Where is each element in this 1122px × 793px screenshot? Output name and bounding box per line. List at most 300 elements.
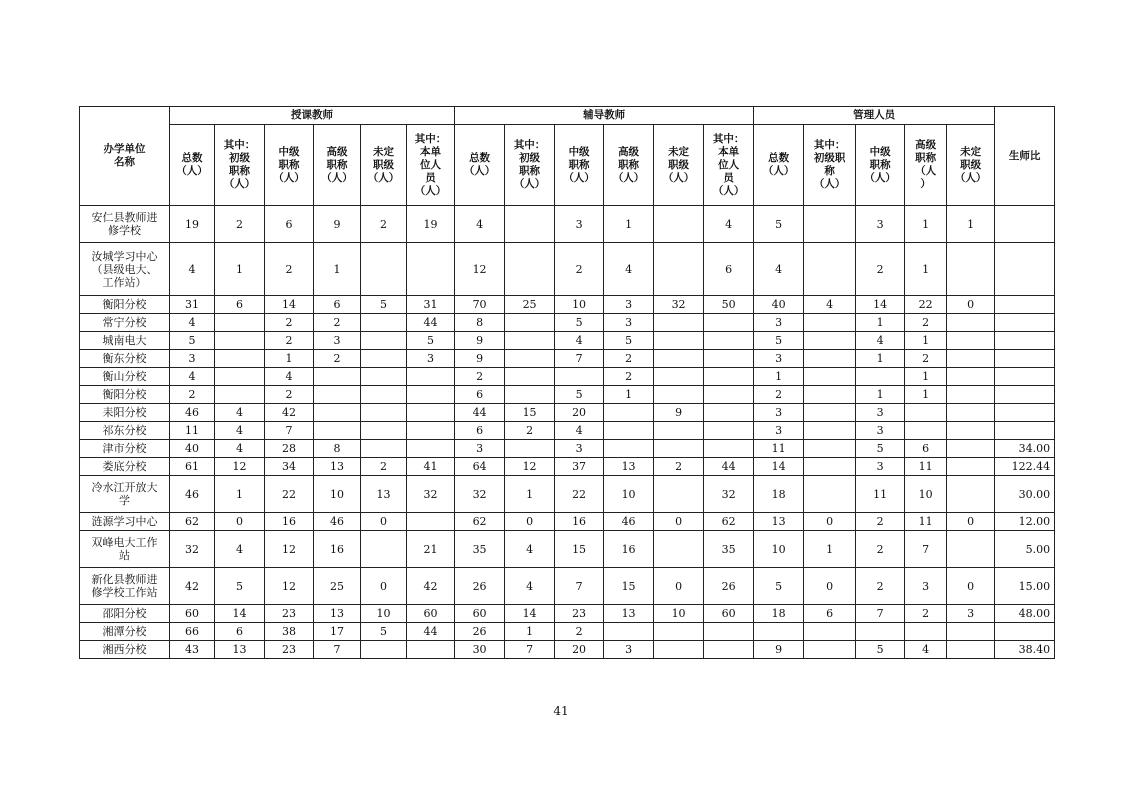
value-cell [654,314,704,332]
value-cell [505,368,555,386]
value-cell: 11 [170,422,215,440]
unit-name-cell: 津市分校 [80,440,170,458]
value-cell: 2 [856,513,905,531]
value-cell: 12 [455,243,505,296]
value-cell [704,404,754,422]
value-cell: 4 [215,422,265,440]
value-cell [505,332,555,350]
unit-name-cell: 湘西分校 [80,641,170,659]
header-admin-col-0: 总数 （人） [754,125,804,206]
value-cell [704,623,754,641]
value-cell [654,243,704,296]
value-cell [654,440,704,458]
value-cell [215,368,265,386]
value-cell [604,623,654,641]
value-cell: 5 [856,440,905,458]
value-cell: 23 [265,641,314,659]
value-cell: 16 [604,531,654,568]
value-cell: 66 [170,623,215,641]
value-cell [215,386,265,404]
value-cell [804,476,856,513]
value-cell: 15 [604,568,654,605]
ratio-cell: 12.00 [995,513,1055,531]
table-row [80,243,1055,296]
value-cell: 2 [505,422,555,440]
value-cell: 11 [905,458,947,476]
value-cell: 3 [947,605,995,623]
value-cell: 3 [754,350,804,368]
ratio-cell: 30.00 [995,476,1055,513]
value-cell: 16 [314,531,361,568]
value-cell: 2 [265,314,314,332]
value-cell [905,404,947,422]
value-cell: 4 [555,422,604,440]
header-tutor-col-5: 其中： 本单 位人 员 （人） [704,125,754,206]
table-row [80,386,1055,404]
value-cell: 1 [314,243,361,296]
value-cell: 0 [804,568,856,605]
value-cell [361,314,407,332]
value-cell: 26 [455,568,505,605]
value-cell: 6 [215,623,265,641]
value-cell: 35 [455,531,505,568]
value-cell: 5 [754,332,804,350]
header-teaching-col-0: 总数 （人） [170,125,215,206]
value-cell: 5 [555,386,604,404]
value-cell [654,368,704,386]
value-cell: 4 [170,314,215,332]
value-cell [654,623,704,641]
value-cell [947,332,995,350]
value-cell: 9 [654,404,704,422]
table-row [80,458,1055,476]
unit-name-cell: 冷水江开放大 学 [80,476,170,513]
value-cell: 5 [754,206,804,243]
value-cell: 31 [170,296,215,314]
value-cell: 16 [265,513,314,531]
value-cell [505,440,555,458]
value-cell: 21 [407,531,455,568]
table-row [80,513,1055,531]
value-cell: 2 [856,531,905,568]
value-cell: 6 [455,386,505,404]
table-row [80,368,1055,386]
unit-name-cell: 安仁县教师进 修学校 [80,206,170,243]
value-cell: 8 [455,314,505,332]
value-cell: 31 [407,296,455,314]
value-cell: 13 [604,458,654,476]
table-row [80,641,1055,659]
ratio-cell: 48.00 [995,605,1055,623]
value-cell: 42 [407,568,455,605]
header-group-teaching: 授课教师 [170,107,455,125]
value-cell [505,314,555,332]
value-cell: 2 [905,605,947,623]
value-cell: 2 [265,332,314,350]
value-cell: 2 [905,350,947,368]
table-row [80,296,1055,314]
value-cell: 1 [856,386,905,404]
value-cell [555,368,604,386]
value-cell: 2 [905,314,947,332]
value-cell: 2 [455,368,505,386]
value-cell [704,440,754,458]
value-cell: 25 [505,296,555,314]
header-teaching-col-2: 中级 职称 （人） [265,125,314,206]
value-cell: 2 [361,458,407,476]
unit-name-cell: 衡阳分校 [80,296,170,314]
table-row [80,440,1055,458]
value-cell [407,386,455,404]
unit-name-cell: 新化县教师进 修学校工作站 [80,568,170,605]
value-cell: 14 [505,605,555,623]
value-cell: 1 [905,206,947,243]
ratio-cell [995,332,1055,350]
value-cell: 9 [314,206,361,243]
header-teaching-col-1: 其中： 初级 职称 （人） [215,125,265,206]
value-cell: 1 [804,531,856,568]
value-cell: 13 [215,641,265,659]
value-cell: 0 [654,513,704,531]
value-cell [804,368,856,386]
value-cell [407,422,455,440]
value-cell: 9 [455,350,505,368]
value-cell [407,440,455,458]
value-cell [804,206,856,243]
value-cell: 37 [555,458,604,476]
value-cell [654,476,704,513]
value-cell [704,641,754,659]
value-cell: 10 [905,476,947,513]
value-cell [947,476,995,513]
value-cell: 7 [505,641,555,659]
value-cell [947,368,995,386]
value-cell: 3 [856,404,905,422]
value-cell [804,314,856,332]
ratio-cell [995,243,1055,296]
value-cell: 62 [455,513,505,531]
ratio-cell [995,296,1055,314]
value-cell [314,368,361,386]
value-cell [654,641,704,659]
value-cell: 2 [215,206,265,243]
header-tutor-col-0: 总数 （人） [455,125,505,206]
ratio-cell [995,206,1055,243]
value-cell: 7 [856,605,905,623]
value-cell: 4 [856,332,905,350]
unit-name-cell: 城南电大 [80,332,170,350]
value-cell: 60 [704,605,754,623]
value-cell: 46 [314,513,361,531]
value-cell: 4 [215,440,265,458]
ratio-cell [995,314,1055,332]
ratio-cell: 122.44 [995,458,1055,476]
table-row [80,476,1055,513]
value-cell: 38 [265,623,314,641]
value-cell: 12 [265,568,314,605]
value-cell: 5 [856,641,905,659]
value-cell [314,386,361,404]
value-cell: 3 [754,314,804,332]
value-cell: 44 [407,623,455,641]
value-cell: 23 [265,605,314,623]
value-cell: 41 [407,458,455,476]
value-cell: 1 [215,243,265,296]
value-cell: 5 [170,332,215,350]
unit-name-cell: 祁东分校 [80,422,170,440]
value-cell: 2 [555,243,604,296]
value-cell: 13 [754,513,804,531]
value-cell: 3 [905,568,947,605]
value-cell: 2 [314,314,361,332]
value-cell: 60 [407,605,455,623]
value-cell [947,350,995,368]
header-tutor-col-1: 其中： 初级 职称 （人） [505,125,555,206]
value-cell [407,641,455,659]
header-teaching-col-5: 其中： 本单 位人 员 （人） [407,125,455,206]
value-cell: 0 [361,568,407,605]
value-cell [505,386,555,404]
value-cell [505,206,555,243]
unit-name-cell: 耒阳分校 [80,404,170,422]
value-cell: 3 [604,296,654,314]
value-cell: 3 [856,206,905,243]
value-cell: 4 [604,243,654,296]
value-cell: 12 [265,531,314,568]
value-cell: 22 [555,476,604,513]
value-cell: 12 [215,458,265,476]
value-cell: 0 [947,296,995,314]
header-group-admin: 管理人员 [754,107,995,125]
value-cell [905,623,947,641]
unit-name-cell: 衡东分校 [80,350,170,368]
unit-name-cell: 衡山分校 [80,368,170,386]
value-cell [361,243,407,296]
value-cell: 20 [555,404,604,422]
value-cell: 1 [856,314,905,332]
value-cell: 7 [555,568,604,605]
unit-name-cell: 湘潭分校 [80,623,170,641]
value-cell: 44 [455,404,505,422]
unit-name-cell: 邵阳分校 [80,605,170,623]
value-cell: 19 [170,206,215,243]
value-cell: 4 [170,243,215,296]
value-cell [947,422,995,440]
value-cell: 4 [754,243,804,296]
value-cell [654,422,704,440]
value-cell [947,314,995,332]
value-cell: 18 [754,476,804,513]
value-cell [947,531,995,568]
value-cell: 34 [265,458,314,476]
value-cell [947,243,995,296]
value-cell [407,243,455,296]
value-cell: 62 [704,513,754,531]
value-cell [804,623,856,641]
value-cell: 0 [215,513,265,531]
value-cell [215,314,265,332]
value-cell: 4 [455,206,505,243]
value-cell [804,386,856,404]
value-cell [804,350,856,368]
value-cell: 3 [856,422,905,440]
value-cell [947,386,995,404]
value-cell [604,440,654,458]
value-cell [804,332,856,350]
ratio-cell: 34.00 [995,440,1055,458]
value-cell: 10 [604,476,654,513]
value-cell [905,422,947,440]
ratio-cell [995,422,1055,440]
value-cell: 3 [407,350,455,368]
value-cell: 25 [314,568,361,605]
value-cell: 2 [604,350,654,368]
value-cell: 1 [604,386,654,404]
value-cell: 19 [407,206,455,243]
value-cell: 4 [505,531,555,568]
value-cell: 3 [604,641,654,659]
value-cell: 6 [905,440,947,458]
value-cell: 1 [947,206,995,243]
value-cell: 17 [314,623,361,641]
value-cell: 3 [555,440,604,458]
value-cell: 11 [905,513,947,531]
value-cell [704,386,754,404]
value-cell: 1 [505,623,555,641]
value-cell: 14 [856,296,905,314]
value-cell: 44 [407,314,455,332]
value-cell: 13 [361,476,407,513]
header-admin-col-4: 未定 职级 （人） [947,125,995,206]
value-cell: 1 [905,243,947,296]
value-cell: 3 [170,350,215,368]
value-cell: 3 [604,314,654,332]
header-ratio: 生师比 [995,107,1055,206]
header-admin-col-2: 中级 职称 （人） [856,125,905,206]
value-cell [654,206,704,243]
value-cell: 4 [804,296,856,314]
value-cell [407,513,455,531]
value-cell: 28 [265,440,314,458]
table-row [80,314,1055,332]
table-row [80,206,1055,243]
value-cell: 32 [407,476,455,513]
value-cell [947,404,995,422]
value-cell: 6 [314,296,361,314]
value-cell: 61 [170,458,215,476]
value-cell: 70 [455,296,505,314]
value-cell: 5 [361,296,407,314]
value-cell [361,332,407,350]
value-cell: 2 [604,368,654,386]
value-cell: 0 [654,568,704,605]
value-cell: 7 [314,641,361,659]
table-row [80,404,1055,422]
value-cell [704,314,754,332]
value-cell: 3 [856,458,905,476]
value-cell: 4 [215,404,265,422]
ratio-cell [995,386,1055,404]
value-cell: 32 [704,476,754,513]
value-cell: 6 [455,422,505,440]
value-cell: 4 [505,568,555,605]
value-cell: 64 [455,458,505,476]
ratio-cell [995,623,1055,641]
value-cell [361,422,407,440]
value-cell: 4 [215,531,265,568]
value-cell [856,623,905,641]
value-cell: 22 [265,476,314,513]
value-cell [215,350,265,368]
value-cell [361,531,407,568]
header-tutor-col-4: 未定 职级 （人） [654,125,704,206]
value-cell: 30 [455,641,505,659]
value-cell: 42 [170,568,215,605]
value-cell [361,404,407,422]
value-cell: 12 [505,458,555,476]
value-cell [407,368,455,386]
value-cell [604,404,654,422]
value-cell: 1 [905,386,947,404]
value-cell: 40 [754,296,804,314]
header-teaching-col-4: 未定 职级 （人） [361,125,407,206]
value-cell: 2 [754,386,804,404]
value-cell [804,440,856,458]
value-cell: 4 [170,368,215,386]
ratio-cell: 15.00 [995,568,1055,605]
value-cell: 60 [170,605,215,623]
value-cell: 11 [856,476,905,513]
value-cell: 46 [170,476,215,513]
value-cell: 62 [170,513,215,531]
value-cell [804,641,856,659]
table-row [80,605,1055,623]
value-cell: 32 [455,476,505,513]
value-cell: 18 [754,605,804,623]
value-cell: 5 [361,623,407,641]
header-tutor-col-3: 高级 职称 （人） [604,125,654,206]
value-cell: 1 [905,368,947,386]
value-cell: 3 [754,404,804,422]
value-cell: 0 [505,513,555,531]
header-unit: 办学单位 名称 [80,107,170,206]
value-cell: 43 [170,641,215,659]
value-cell [654,350,704,368]
value-cell: 8 [314,440,361,458]
value-cell: 10 [555,296,604,314]
table-row [80,350,1055,368]
value-cell: 1 [215,476,265,513]
value-cell [361,440,407,458]
value-cell: 4 [704,206,754,243]
value-cell: 2 [361,206,407,243]
value-cell: 14 [265,296,314,314]
value-cell: 13 [604,605,654,623]
ratio-cell [995,404,1055,422]
value-cell: 0 [947,568,995,605]
value-cell: 1 [265,350,314,368]
value-cell [754,623,804,641]
table-row [80,623,1055,641]
value-cell: 1 [505,476,555,513]
table-row [80,332,1055,350]
value-cell: 7 [265,422,314,440]
value-cell: 3 [455,440,505,458]
value-cell [804,422,856,440]
value-cell: 10 [361,605,407,623]
header-group-tutor: 辅导教师 [455,107,754,125]
value-cell: 40 [170,440,215,458]
